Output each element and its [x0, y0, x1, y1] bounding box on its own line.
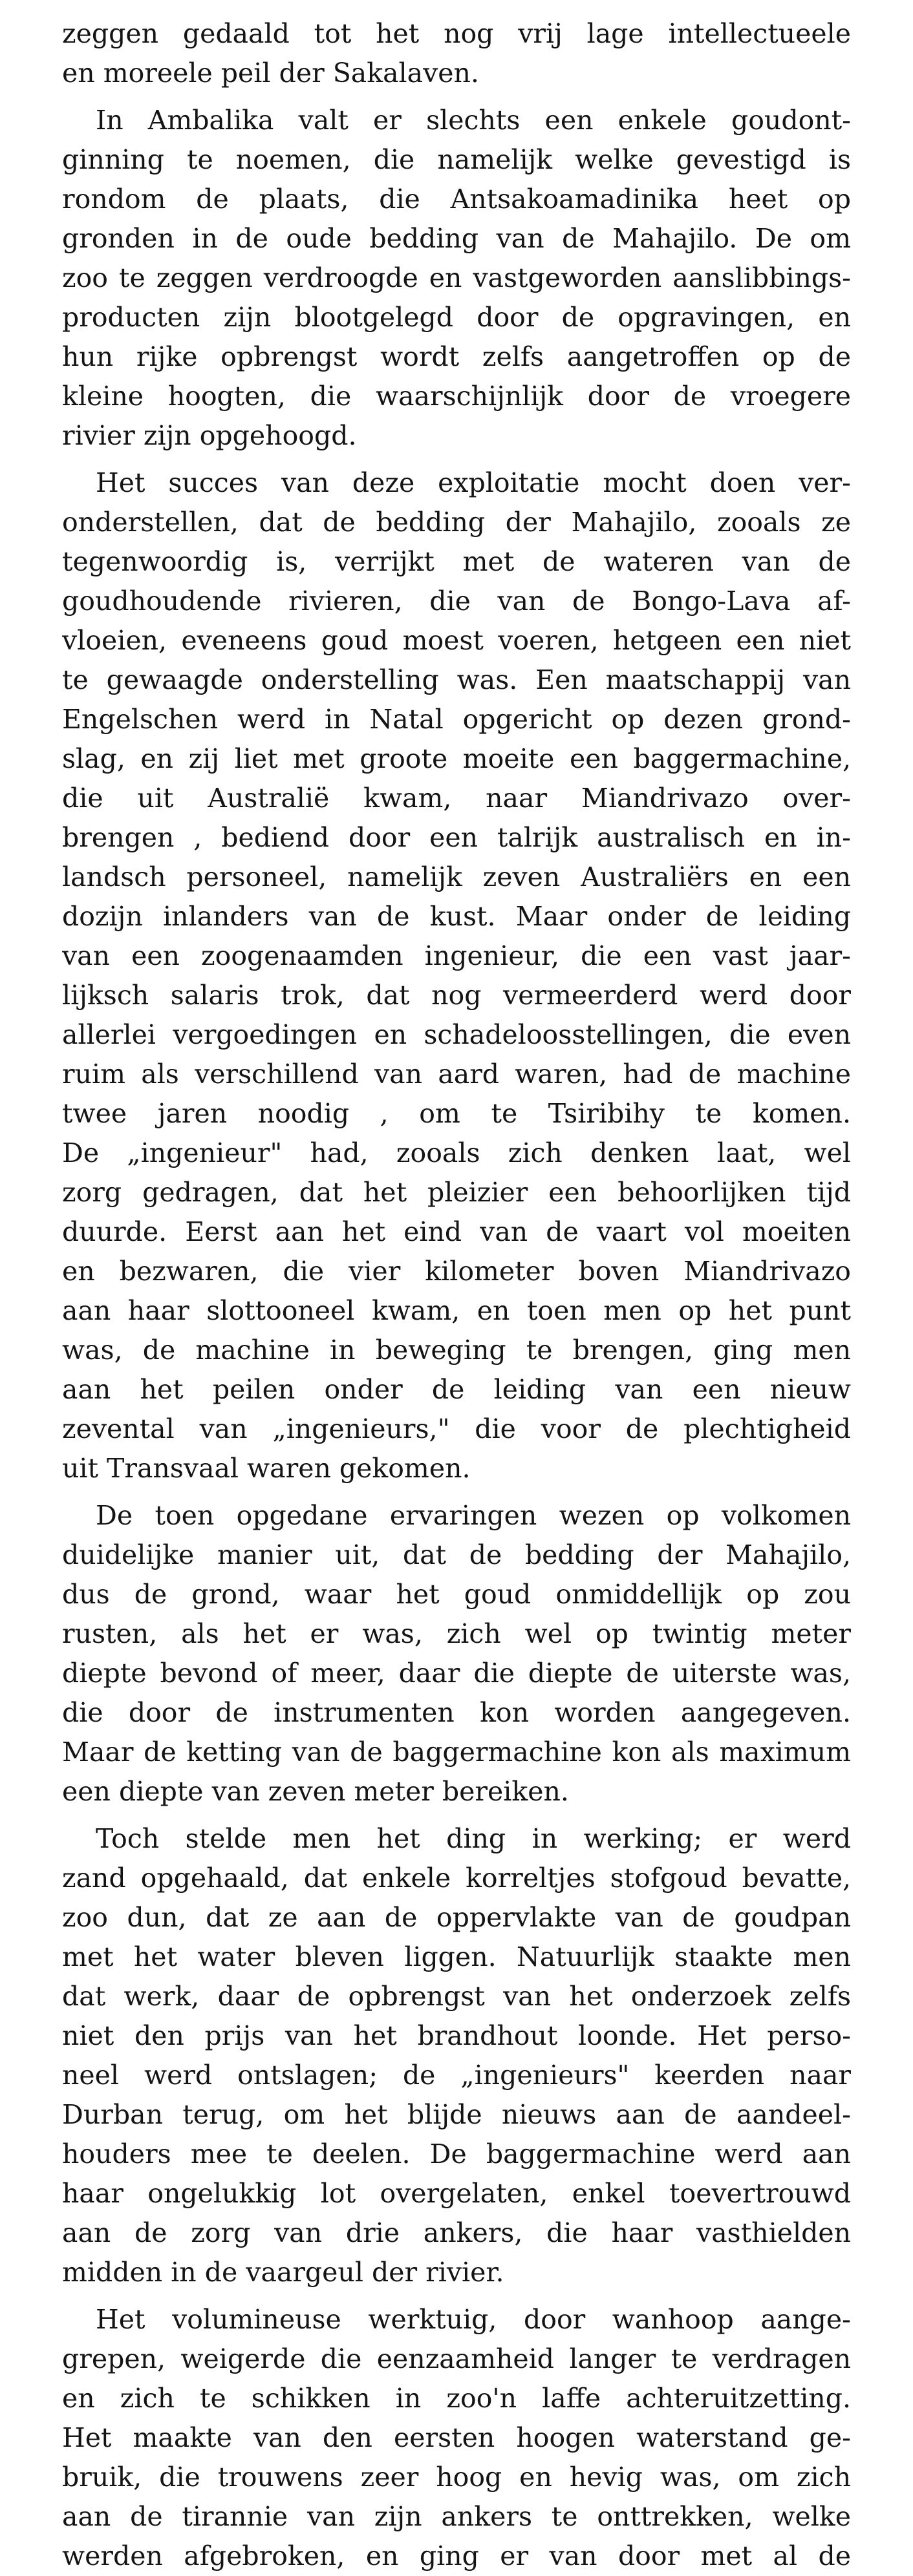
text-line: haar ongelukkig lot overgelaten, enkel toevertrouwd: [62, 2178, 851, 2209]
text-line: houders mee te deelen. De baggermachine werd aan: [62, 2138, 851, 2170]
text-line: onderstellen, dat de bedding der Mahajilo, zooals ze: [62, 507, 851, 538]
text-line: rondom de plaats, die Antsakoamadinika heet op: [62, 184, 851, 215]
text-line: zoo dun, dat ze aan de oppervlakte van de goudpan: [62, 1902, 851, 1933]
text-line: duurde. Eerst aan het eind van de vaart vol moeiten: [62, 1216, 851, 1247]
text-line: diepte bevond of meer, daar die diepte de uiterste was,: [62, 1658, 851, 1689]
text-line: werden afgebroken, en ging er van door met al de: [62, 2540, 851, 2571]
text-line: In Ambalika valt er slechts een enkele goudont-: [96, 105, 851, 136]
text-line: brengen , bediend door een talrijk australisch en in-: [62, 822, 851, 853]
text-line: en zich te schikken in zoo'n laffe achteruitzetting.: [62, 2383, 851, 2414]
text-line: te gewaagde onderstelling was. Een maatschappij van: [62, 664, 851, 695]
text-line: tegenwoordig is, verrijkt met de wateren van de: [62, 546, 851, 577]
text-line: dat werk, daar de opbrengst van het onderzoek zelfs: [62, 1981, 851, 2012]
text-line: twee jaren noodig , om te Tsiribihy te komen.: [62, 1098, 851, 1129]
text-line: grepen, weigerde die eenzaamheid langer te verdragen: [62, 2343, 851, 2374]
text-line: zeggen gedaald tot het nog vrij lage intellectueele: [62, 18, 851, 49]
text-line: zorg gedragen, dat het pleizier een behoorlijken tijd: [62, 1177, 851, 1208]
text-line: Het maakte van den eersten hoogen waterstand ge-: [62, 2422, 851, 2453]
text-line: die door de instrumenten kon worden aangegeven.: [62, 1697, 851, 1728]
text-line: en moreele peil der Sakalaven.: [62, 58, 479, 89]
text-line: allerlei vergoedingen en schadeloosstellingen, die even: [62, 1019, 851, 1050]
text-line: van een zoogenaamden ingenieur, die een vast jaar-: [62, 940, 851, 971]
paragraph-succes: [62, 463, 851, 1488]
text-line: Het volumineuse werktuig, door wanhoop aange-: [96, 2304, 851, 2335]
text-line: was, de machine in beweging te brengen, ging men: [62, 1335, 851, 1366]
paragraph-werking: [62, 1819, 851, 2292]
text-line: zevental van „ingenieurs," die voor de plechtigheid: [62, 1413, 851, 1444]
text-line: rusten, als het er was, zich wel op twintig meter: [62, 1618, 851, 1649]
text-line: aan de zorg van drie ankers, die haar vasthielden: [62, 2217, 851, 2248]
text-line: goudhoudende rivieren, die van de Bongo-Lava af-: [62, 586, 851, 617]
text-line: en bezwaren, die vier kilometer boven Miandrivazo: [62, 1256, 851, 1287]
text-line: neel werd ontslagen; de „ingenieurs" keerden naar: [62, 2060, 851, 2091]
text-line: De „ingenieur" had, zooals zich denken laat, wel: [62, 1137, 851, 1168]
text-line: zoo te zeggen verdroogde en vastgeworden aanslibbings-: [62, 262, 851, 293]
text-line: een diepte van zeven meter bereiken.: [62, 1776, 569, 1807]
text-line: Durban terug, om het blijde nieuws aan de aandeel-: [62, 2099, 851, 2130]
text-line: ruim als verschillend van aard waren, had de machine: [62, 1059, 851, 1090]
text-line: Engelschen werd in Natal opgericht op dezen grond-: [62, 704, 851, 735]
paragraph-continuation: [62, 14, 851, 93]
text-line: aan het peilen onder de leiding van een nieuw: [62, 1374, 851, 1405]
text-line: hun rijke opbrengst wordt zelfs aangetroffen op de: [62, 341, 851, 372]
text-line: Maar de ketting van de baggermachine kon als maximum: [62, 1737, 851, 1768]
paragraph-ambalika: [62, 101, 851, 456]
text-line: Het succes van deze exploitatie mocht doen ver-: [96, 467, 851, 498]
text-line: midden in de vaargeul der rivier.: [62, 2257, 504, 2288]
text-line: uit Transvaal waren gekomen.: [62, 1453, 471, 1484]
text-line: dozijn inlanders van de kust. Maar onder de leiding: [62, 901, 851, 932]
text-column: [62, 14, 851, 2576]
text-line: aan de tirannie van zijn ankers te onttrekken, welke: [62, 2501, 851, 2532]
text-line: dus de grond, waar het goud onmiddellijk op zou: [62, 1579, 851, 1610]
text-line: gronden in de oude bedding van de Mahajilo. De om: [62, 223, 851, 254]
text-line: lijksch salaris trok, dat nog vermeerderd werd door: [62, 980, 851, 1011]
text-line: vloeien, eveneens goud moest voeren, hetgeen een niet: [62, 625, 851, 656]
text-line: aan haar slottooneel kwam, en toen men op het punt: [62, 1295, 851, 1326]
text-line: slag, en zij liet met groote moeite een baggermachine,: [62, 743, 851, 774]
text-line: De toen opgedane ervaringen wezen op volkomen: [96, 1500, 851, 1531]
text-line: bruik, die trouwens zeer hoog en hevig was, om zich: [62, 2462, 851, 2493]
text-line: die uit Australië kwam, naar Miandrivazo over-: [62, 783, 851, 814]
text-line: met het water bleven liggen. Natuurlijk staakte men: [62, 1941, 851, 1972]
text-line: Toch stelde men het ding in werking; er werd: [96, 1823, 851, 1854]
paragraph-werktuig: [62, 2300, 851, 2576]
text-line: producten zijn blootgelegd door de opgravingen, en: [62, 302, 851, 333]
text-line: rivier zijn opgehoogd.: [62, 420, 357, 451]
text-line: zand opgehaald, dat enkele korreltjes stofgoud bevatte,: [62, 1863, 851, 1894]
text-line: niet den prijs van het brandhout loonde. Het perso-: [62, 2020, 851, 2051]
text-line: kleine hoogten, die waarschijnlijk door de vroegere: [62, 381, 851, 412]
text-line: duidelijke manier uit, dat de bedding der Mahajilo,: [62, 1539, 851, 1570]
text-line: landsch personeel, namelijk zeven Australiërs en een: [62, 861, 851, 892]
text-line: ginning te noemen, die namelijk welke gevestigd is: [62, 144, 851, 175]
paragraph-ervaringen: [62, 1496, 851, 1811]
